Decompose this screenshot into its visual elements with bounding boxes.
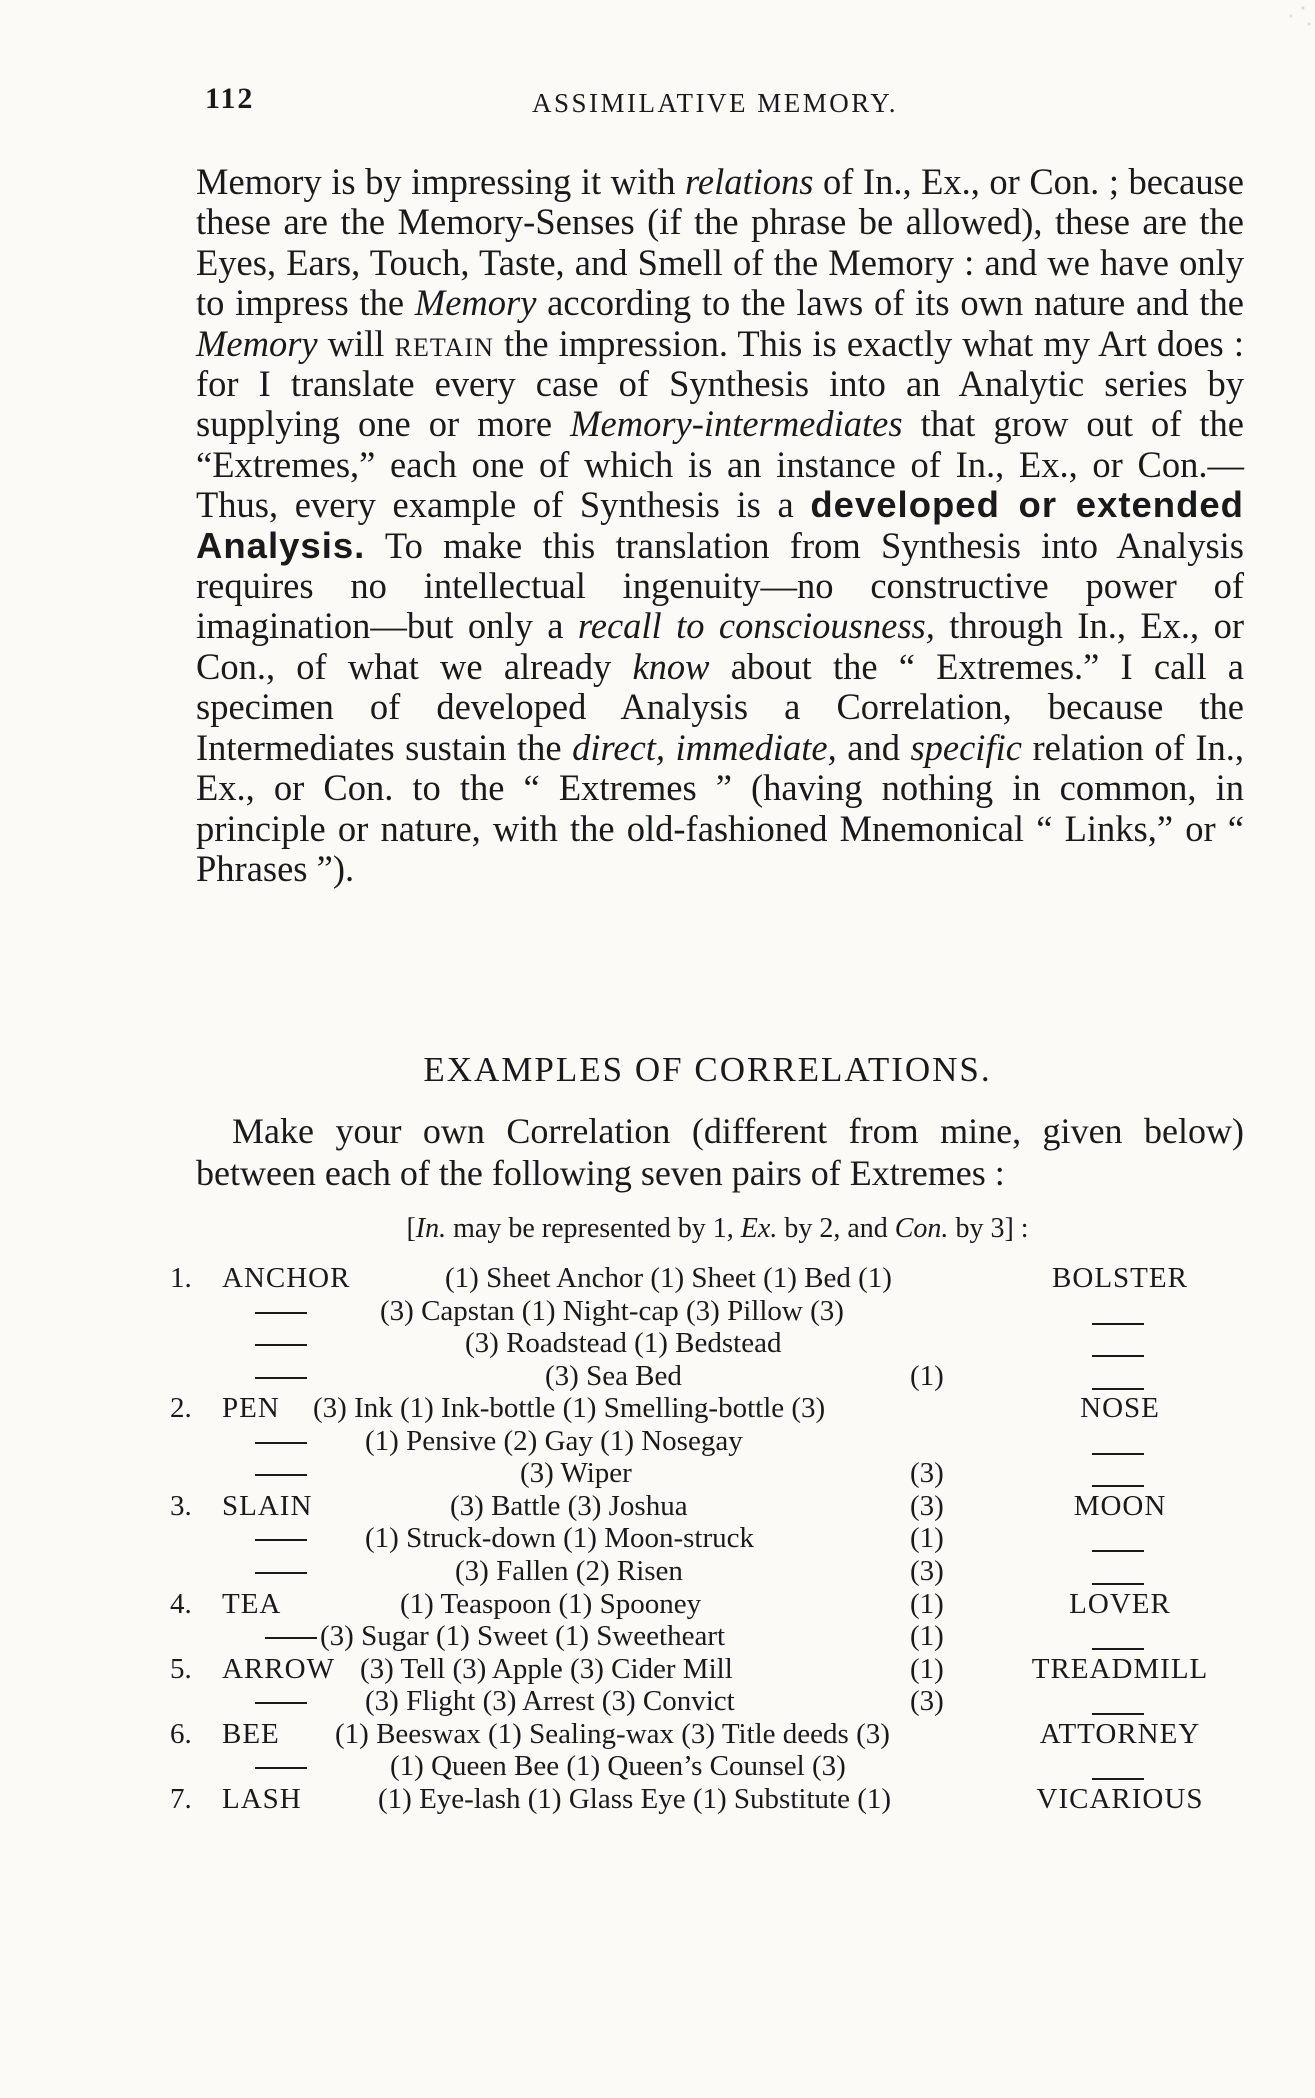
italic-run: direct, immediate, [572, 726, 837, 768]
ditto-dash-right [1092, 1778, 1144, 1780]
ditto-dash-left [265, 1637, 317, 1639]
italic-run: Memory [196, 322, 318, 364]
intermediate-chain: (3) Flight (3) Arrest (3) Convict [365, 1685, 735, 1717]
correlation-row [0, 1425, 1315, 1459]
ditto-dash-right [1092, 1453, 1144, 1455]
notation-key [0, 1213, 1315, 1245]
text-run: about the “ Extremes.” I call a specimen of developed Analysis a Correlation, because the Intermediates sustain the [196, 645, 1244, 768]
end-extreme: TREADMILL [1031, 1653, 1209, 1685]
notation-italic: Con. [894, 1213, 949, 1244]
ditto-dash-left [255, 1474, 307, 1476]
relation-code: (1) [910, 1620, 944, 1652]
italic-run: relations [685, 161, 814, 202]
bold-run: developed or extended Analysis. [196, 484, 1244, 566]
italic-run: know [632, 645, 710, 687]
notation-text: [ [406, 1213, 416, 1244]
intermediate-chain: (1) Teaspoon (1) Spooney [400, 1588, 702, 1620]
intermediate-chain: (3) Tell (3) Apple (3) Cider Mill [360, 1653, 733, 1685]
body-paragraph [196, 162, 1244, 889]
end-extreme: NOSE [1080, 1392, 1160, 1424]
end-extreme: LOVER [1069, 1588, 1171, 1620]
ditto-dash-left [255, 1702, 307, 1704]
row-number: 1. [170, 1262, 192, 1294]
start-extreme: LASH [222, 1783, 302, 1815]
correlation-row [0, 1295, 1315, 1329]
correlation-row [0, 1457, 1315, 1491]
page-number: 112 [205, 82, 255, 115]
row-number: 4. [170, 1588, 192, 1620]
start-extreme: BEE [222, 1718, 280, 1750]
small-caps-run: retain [394, 322, 494, 364]
row-number: 6. [170, 1718, 192, 1750]
intermediate-chain: (1) Queen Bee (1) Queen’s Counsel (3) [390, 1750, 846, 1782]
ditto-dash-left [255, 1344, 307, 1346]
ditto-dash-right [1092, 1323, 1144, 1325]
text-run: that grow out of the “Extremes,” each one of which is an instance of In., Ex., or Con.—Thus, every example of Synthesis is a [196, 403, 1244, 526]
correlation-row [0, 1262, 1315, 1296]
start-extreme: PEN [222, 1392, 280, 1424]
ditto-dash-left [255, 1572, 307, 1574]
start-extreme: ANCHOR [222, 1262, 351, 1294]
row-number: 2. [170, 1392, 192, 1424]
relation-code: (1) [910, 1522, 944, 1554]
intermediate-chain: (1) Eye-lash (1) Glass Eye (1) Substitute (1) [378, 1783, 892, 1815]
italic-run: Memory-intermediates [570, 403, 903, 445]
intermediate-chain: (3) Ink (1) Ink-bottle (1) Smelling-bottle (3) [313, 1392, 826, 1424]
intermediate-chain: (3) Sea Bed [545, 1360, 682, 1392]
text-run: To make this translation from Synthesis into Analysis requires no intellectual ingenuity—no constructive power of imagination—but only a [196, 524, 1244, 647]
text-run: through In., Ex., or Con., of what we already [196, 605, 1245, 687]
scan-speckle [1255, 0, 1315, 40]
row-number: 7. [170, 1783, 192, 1815]
ditto-dash-right [1092, 1713, 1144, 1715]
start-extreme: SLAIN [222, 1490, 313, 1522]
correlation-row [0, 1718, 1315, 1752]
end-extreme: BOLSTER [1052, 1262, 1188, 1294]
correlation-row [0, 1522, 1315, 1556]
intermediate-chain: (3) Battle (3) Joshua [450, 1490, 688, 1522]
ditto-dash-left [255, 1767, 307, 1769]
ditto-dash-right [1092, 1388, 1144, 1390]
ditto-dash-left [255, 1377, 307, 1379]
notation-text: may be represented by 1, [446, 1213, 741, 1244]
correlation-row [0, 1392, 1315, 1426]
intermediate-chain: (3) Capstan (1) Night-cap (3) Pillow (3) [380, 1295, 844, 1327]
correlation-row [0, 1360, 1315, 1394]
notation-italic: In. [415, 1213, 447, 1244]
correlation-row [0, 1620, 1315, 1654]
correlation-row [0, 1490, 1315, 1524]
ditto-dash-right [1092, 1648, 1144, 1650]
start-extreme: ARROW [222, 1653, 335, 1685]
correlation-row [0, 1685, 1315, 1719]
section-heading: EXAMPLES OF CORRELATIONS. [423, 1050, 992, 1089]
text-run: will [317, 322, 395, 364]
row-number: 3. [170, 1490, 192, 1522]
intermediate-chain: (3) Sugar (1) Sweet (1) Sweetheart [320, 1620, 726, 1652]
ditto-dash-left [255, 1539, 307, 1541]
relation-code: (1) [910, 1653, 944, 1685]
italic-run: recall to consciousness, [577, 605, 935, 647]
correlation-row [0, 1588, 1315, 1622]
intermediate-chain: (3) Fallen (2) Risen [455, 1555, 683, 1587]
intermediate-chain: (1) Pensive (2) Gay (1) Nosegay [365, 1425, 743, 1457]
relation-code: (1) [910, 1588, 944, 1620]
relation-code: (3) [910, 1555, 944, 1587]
correlation-row [0, 1750, 1315, 1784]
relation-code: (1) [910, 1360, 944, 1392]
intermediate-chain: (1) Beeswax (1) Sealing-wax (3) Title deeds (3) [335, 1718, 890, 1750]
text-run: Memory is by impressing it with [196, 161, 686, 202]
end-extreme: MOON [1073, 1490, 1167, 1522]
text-run: and [836, 726, 911, 768]
correlation-row [0, 1783, 1315, 1817]
start-extreme: TEA [222, 1588, 282, 1620]
relation-code: (3) [910, 1457, 944, 1489]
italic-run: Memory [414, 282, 537, 324]
correlation-row [0, 1327, 1315, 1361]
notation-text: by 2, and [777, 1213, 895, 1244]
correlation-row [0, 1555, 1315, 1589]
relation-code: (3) [910, 1490, 944, 1522]
text-run: of In., Ex., or Con. ; because these are the Memory-Senses (if the phrase be allowed), these are the Eyes, Ears, Touch, Taste, and Smell of the Memory : and we have only to impress the [196, 161, 1244, 324]
end-extreme: VICARIOUS [1036, 1783, 1204, 1815]
notation-text: by 3] : [948, 1213, 1029, 1244]
intermediate-chain: (3) Roadstead (1) Bedstead [465, 1327, 782, 1359]
text-run: according to the laws of its own nature and the [536, 282, 1244, 324]
ditto-dash-left [255, 1442, 307, 1444]
ditto-dash-left [255, 1312, 307, 1314]
intermediate-chain: (1) Struck-down (1) Moon-struck [365, 1522, 755, 1554]
text-run: relation of In., Ex., or Con. to the “ Extremes ” (having nothing in common, in principle or nature, with the old-fashioned Mnemonical “ Links,” or “ Phrases ”). [196, 726, 1244, 889]
intermediate-chain: (1) Sheet Anchor (1) Sheet (1) Bed (1) [445, 1262, 892, 1294]
intermediate-chain: (3) Wiper [520, 1457, 632, 1489]
running-title: ASSIMILATIVE MEMORY. [532, 88, 899, 118]
ditto-dash-right [1092, 1583, 1144, 1585]
ditto-dash-right [1092, 1485, 1144, 1487]
notation-italic: Ex. [740, 1213, 778, 1244]
ditto-dash-right [1092, 1355, 1144, 1357]
instruction-text: Make your own Correlation (different from mine, given below) between each of the following seven pairs of Extremes : [196, 1111, 1244, 1193]
end-extreme: ATTORNEY [1039, 1718, 1201, 1750]
correlation-row [0, 1653, 1315, 1687]
italic-run: specific [910, 726, 1022, 768]
ditto-dash-right [1092, 1550, 1144, 1552]
relation-code: (3) [910, 1685, 944, 1717]
row-number: 5. [170, 1653, 192, 1685]
running-head [205, 82, 1240, 132]
text-run: the impression. This is exactly what my Art does : for I translate every case of Synthesis into an Analytic series by supplying one or more [196, 322, 1244, 445]
